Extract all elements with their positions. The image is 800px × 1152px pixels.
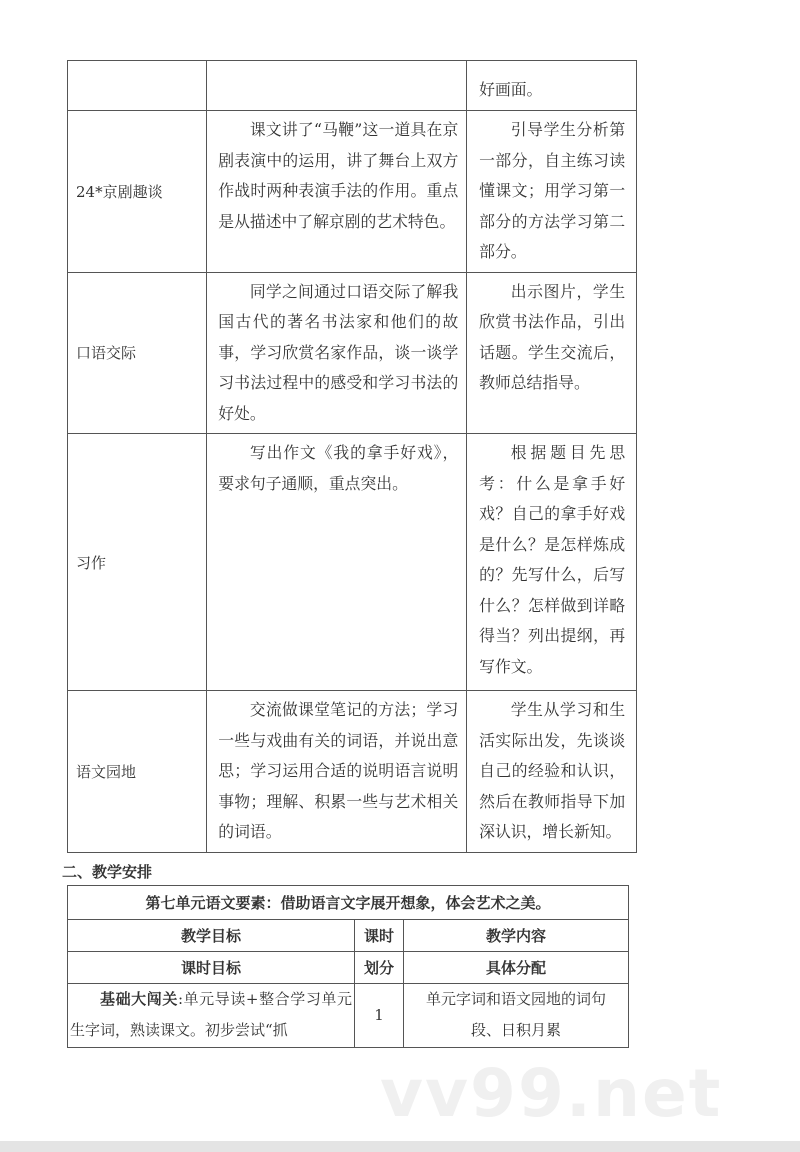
section-heading: 二、教学安排 <box>62 862 153 881</box>
method-cell: 根据题目先思考：什么是拿手好戏？自己的拿手好戏是什么？是怎样炼成的？先写什么，后写什么？怎样做到详略得当？列出提纲，再写作文。 <box>467 434 637 691</box>
method-cell: 好画面。 <box>467 61 637 111</box>
header-sub-content: 具体分配 <box>404 951 629 983</box>
lesson-cell: 24*京剧趣谈 <box>68 111 207 273</box>
lesson-table <box>67 60 637 853</box>
header-content: 教学内容 <box>404 919 629 951</box>
content-cell: 课文讲了“马鞭”这一道具在京剧表演中的运用，讲了舞台上双方作战时两种表演手法的作用。重点是从描述中了解京剧的艺术特色。 <box>207 111 467 273</box>
unit-title: 第七单元语文要素：借助语言文字展开想象，体会艺术之美。 <box>68 885 629 919</box>
goal-label: 基础大闯关 <box>100 990 178 1008</box>
watermark: vv99.net <box>380 1054 723 1132</box>
lesson-cell: 口语交际 <box>68 272 207 434</box>
content-cell <box>207 61 467 111</box>
lesson-cell <box>68 61 207 111</box>
content-cell: 交流做课堂笔记的方法；学习一些与戏曲有关的词语，并说出意思；学习运用合适的说明语言说明事物；理解、积累一些与艺术相关的词语。 <box>207 691 467 853</box>
content-cell: 同学之间通过口语交际了解我国古代的著名书法家和他们的故事，学习欣赏名家作品，谈一谈学习书法过程中的感受和学习书法的好处。 <box>207 272 467 434</box>
table-row <box>68 272 637 434</box>
table-row <box>68 691 637 853</box>
content-cell: 单元字词和语文园地的词句段、日积月累 <box>404 983 629 1047</box>
method-cell: 学生从学习和生活实际出发，先谈谈自己的经验和认识，然后在教师指导下加深认识，增长新知。 <box>467 691 637 853</box>
table-row <box>68 61 637 111</box>
method-cell: 出示图片，学生欣赏书法作品，引出话题。学生交流后，教师总结指导。 <box>467 272 637 434</box>
method-cell: 引导学生分析第一部分，自主练习读懂课文；用学习第一部分的方法学习第二部分。 <box>467 111 637 273</box>
table-row <box>68 885 629 919</box>
header-period-2: 划分 <box>355 951 404 983</box>
table-row <box>68 919 629 951</box>
table-row <box>68 983 629 1047</box>
lesson-cell: 习作 <box>68 434 207 691</box>
table-row <box>68 951 629 983</box>
period-cell: 1 <box>355 983 404 1047</box>
page-bottom-edge <box>0 1141 800 1152</box>
content-cell: 写出作文《我的拿手好戏》，要求句子通顺，重点突出。 <box>207 434 467 691</box>
header-period: 课时 <box>355 919 404 951</box>
teaching-plan-table <box>67 885 629 1048</box>
goal-cell <box>68 983 355 1047</box>
header-goal: 教学目标 <box>68 919 355 951</box>
goal-text: :单元导读+整合学习单元生字词，熟读课文。初步尝试“抓 <box>70 990 352 1039</box>
table-row <box>68 434 637 691</box>
lesson-cell: 语文园地 <box>68 691 207 853</box>
table-row <box>68 111 637 273</box>
header-sub-goal: 课时目标 <box>68 951 355 983</box>
